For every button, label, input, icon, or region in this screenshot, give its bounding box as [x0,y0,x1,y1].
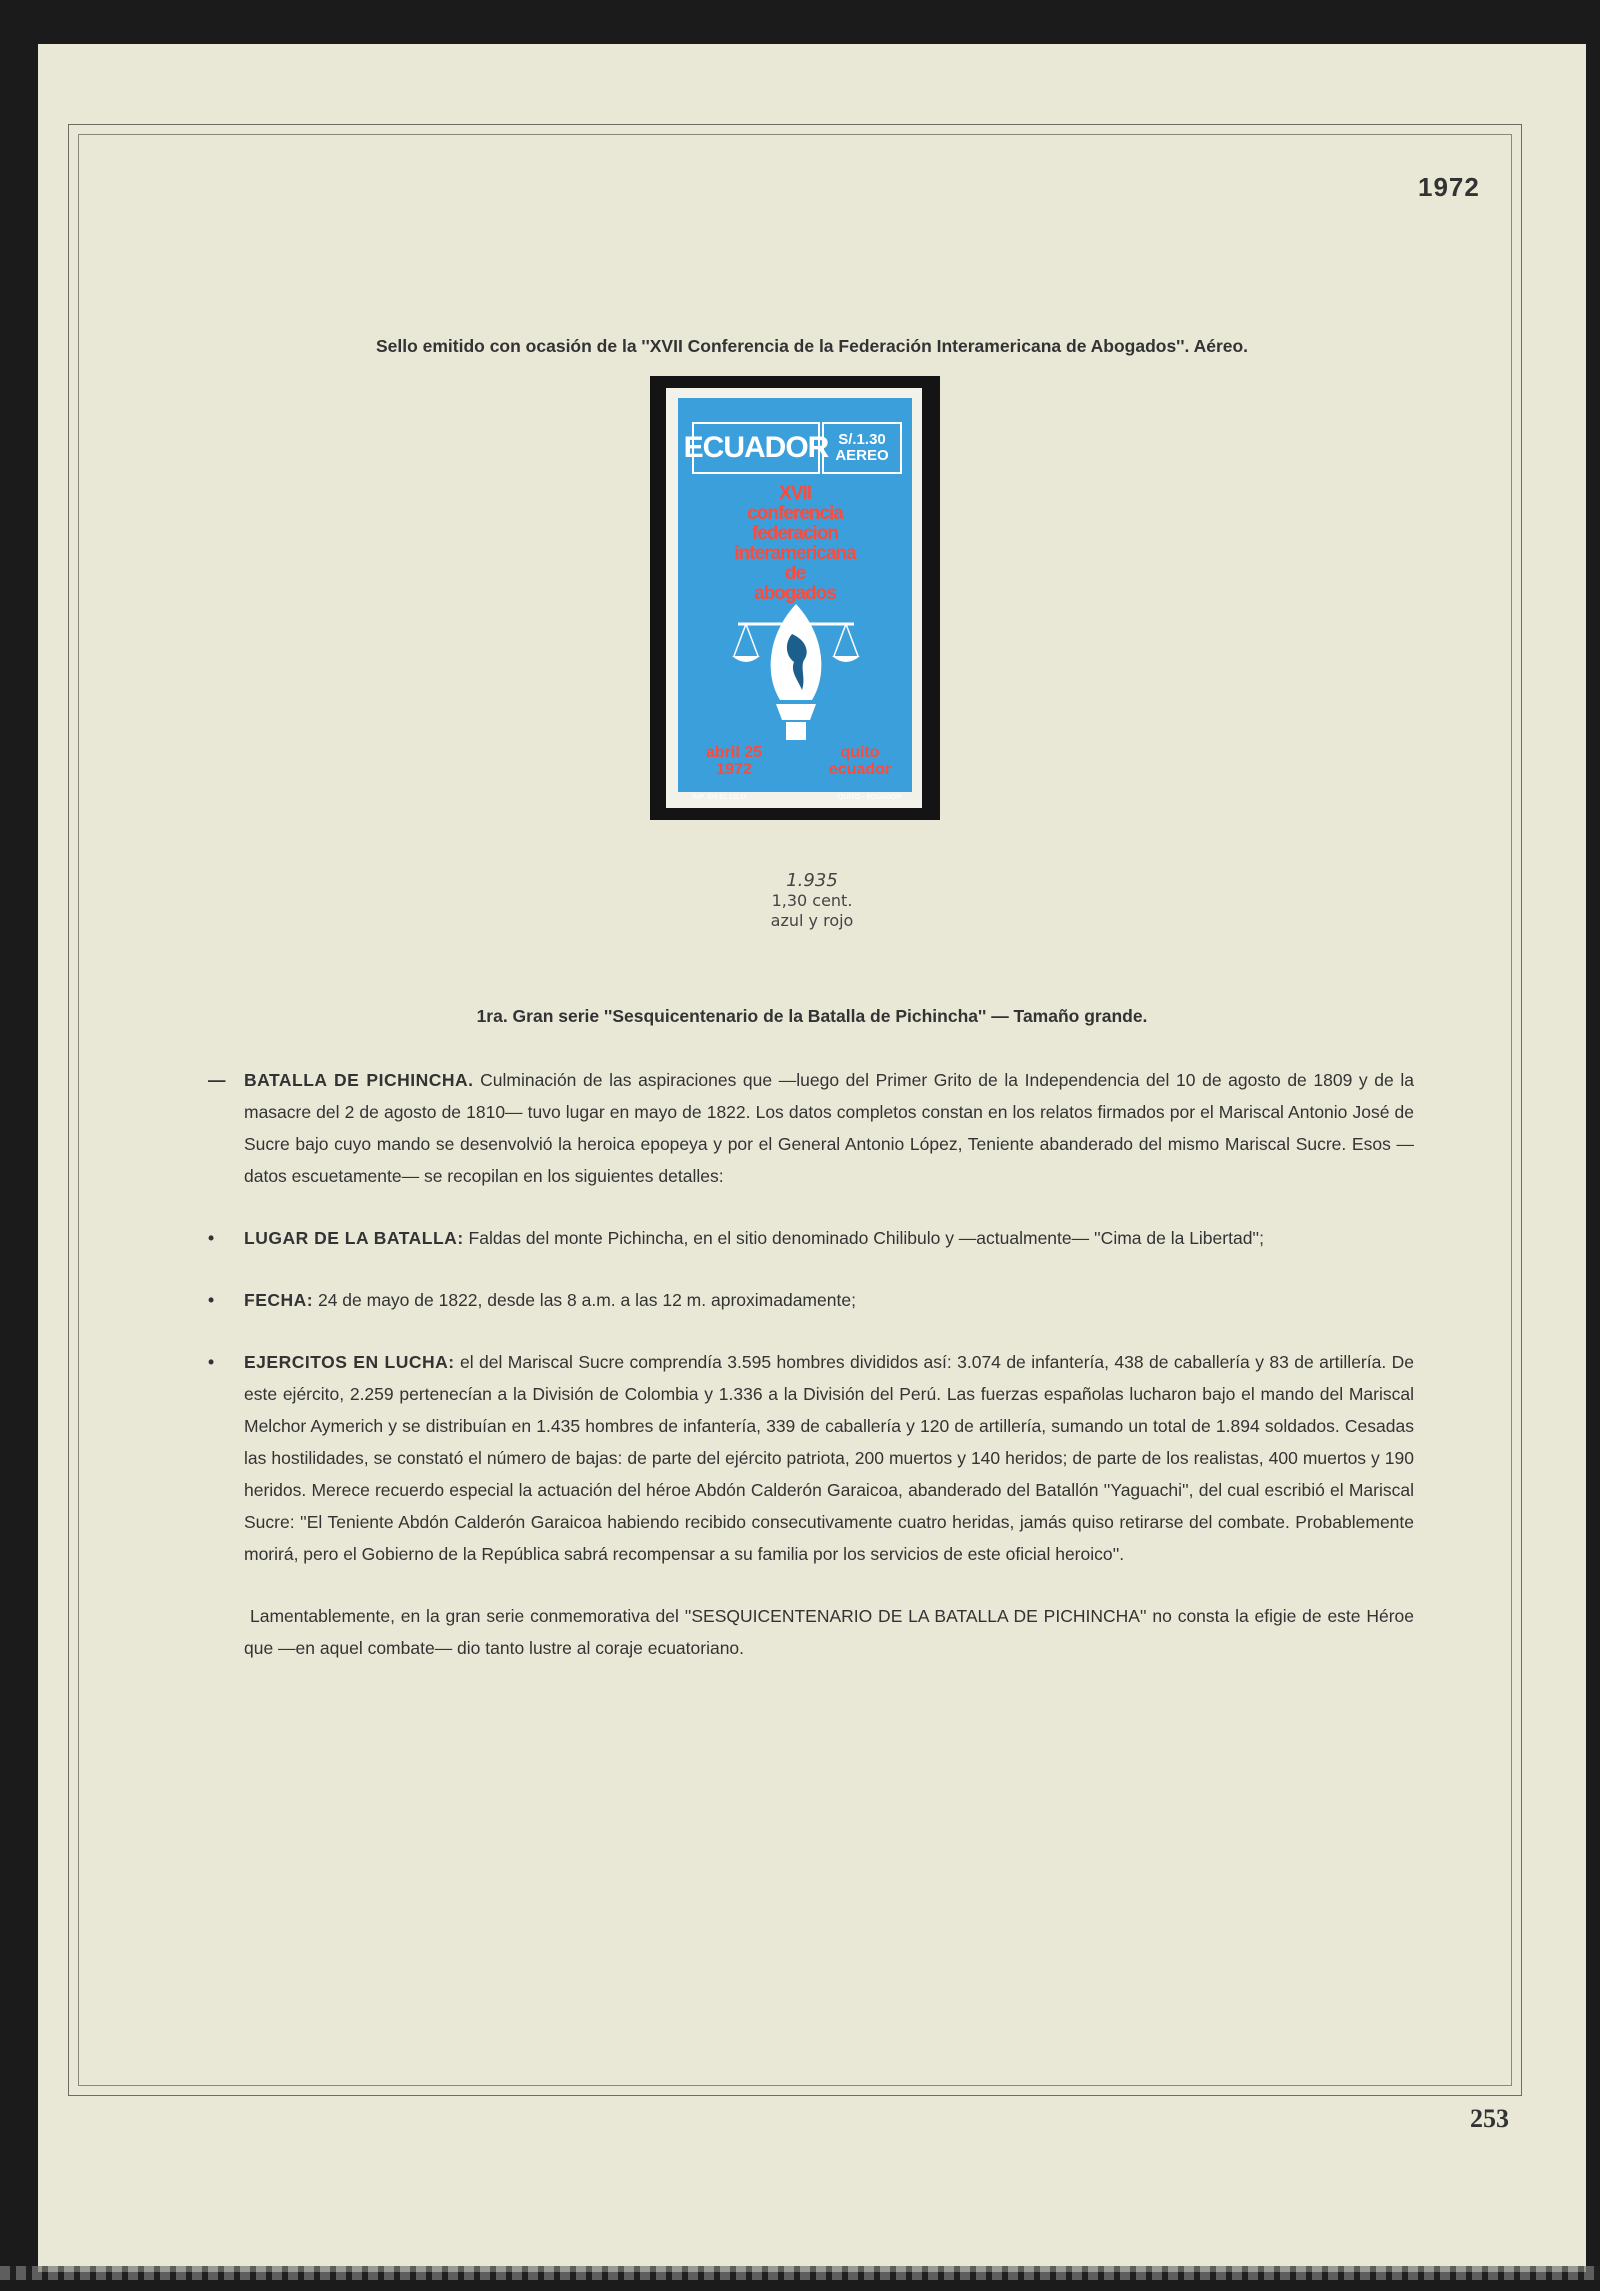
stamp-place [820,744,900,778]
item-text: Culminación de las aspiraciones que —luego del Primer Grito de la Independencia del 10 de agosto de 1809 y de la masacre del 2 de agosto de 1810— tuvo lugar en mayo de 1822. Los datos completos constan en los relatos firmados por el Mariscal Antonio José de Sucre bajo cuyo mando se desenvolvió la heroica epopeya y por el General Antonio López, Teniente abanderado del mismo Mariscal Sucre. Esos —datos escuetamente— se recopilan en los siguientes detalles: [244,1070,1414,1186]
item-label: EJERCITOS EN LUCHA: [244,1352,455,1372]
year-heading: 1972 [1418,172,1480,202]
stamp-issue-caption: Sello emitido con ocasión de la ''XVII Conferencia de la Federación Interamericana de Abogados''. Aéreo. [375,336,1249,356]
closing-note: Lamentablemente, en la gran serie conmemorativa del ''SESQUICENTENARIO DE LA BATALLA DE PICHINCHA'' no consta la efigie de este Héroe que —en aquel combate— dio tanto lustre al coraje ecuatoriano. [244,1606,1414,1658]
list-item [208,1222,1414,1254]
item-text: el del Mariscal Sucre comprendía 3.595 hombres divididos así: 3.074 de infantería, 438 de caballería y 83 de artillería. De este ejército, 2.259 pertenecían a la División de Colombia y 1.336 a la División del Perú. Las fuerzas españolas lucharon bajo el mando del Mariscal Melchor Aymerich y se distribuían en 1.435 hombres de infantería, 339 de caballería y 120 de artillería, sumando un total de 1.894 soldados. Cesadas las hostilidades, se constató el número de bajas: de parte del ejército patriota, 200 muertos y 140 heridos; de parte de los realistas, 400 muertos y 190 heridos. Merece recuerdo especial la actuación del héroe Abdón Calderón Garaicoa, abanderado del Batallón ''Yaguachi'', del cual escribió el Mariscal Sucre: ''El Teniente Abdón Calderón Garaicoa habiendo recibido consecutivamente cuatro heridas, jamás quiso retirarse del combate. Probablemente morirá, pero el Gobierno de la República sabrá recompensar a su familia por los servicios de este oficial heroico''. [244,1352,1414,1564]
stamp-country: ECUADOR [692,422,820,474]
list-item [208,1346,1414,1570]
stamp-imprint-left: IMP. EN EL I.G.M. [692,794,749,801]
stamp-catalog-caption [38,870,1586,931]
stamp-title-line: abogados [754,583,836,604]
stamp-title-line: interamericana [734,543,856,564]
page-number: 253 [1470,2104,1509,2133]
bullet-icon: • [208,1352,215,1372]
stamp-title-line: conferencia [747,503,843,524]
stamp-place-line: ecuador [828,761,892,778]
list-item [208,1064,1414,1192]
stamp-imprint-right: QUITO - ECUADOR [838,794,902,801]
stamp-title-line: XVII [779,483,811,504]
justice-scale-torch-americas-icon [728,604,864,744]
stamp-place-line: quito [840,744,880,761]
list-item [208,1284,1414,1316]
catalog-number: 1.935 [786,870,838,891]
item-label: FECHA: [244,1290,314,1310]
stamp-title-line: de [784,563,806,584]
item-text: Faldas del monte Pichincha, en el sitio denominado Chilibulo y —actualmente— ''Cima de la Libertad''; [463,1228,1264,1248]
album-page [38,44,1586,2272]
bullet-icon: • [208,1228,215,1248]
item-label: BATALLA DE PICHINCHA. [244,1070,474,1090]
item-marker: — [208,1070,226,1090]
stamp-date-line: abril 25 [705,744,763,761]
stamp-title [688,484,902,604]
stamp-date-line: 1972 [716,761,752,778]
series-heading: 1ra. Gran serie ''Sesquicentenario de la Batalla de Pichincha'' — Tamaño grande. [476,1006,1148,1026]
stamp-value: S/.1.30 AEREO [822,422,902,474]
article-body [208,1064,1414,1664]
stamp-date [694,744,774,778]
bullet-icon: • [208,1290,215,1310]
stamp-colors: azul y rojo [770,911,854,930]
film-strip-edge [0,2266,1600,2280]
stamp-face-value: 1,30 cent. [771,891,853,910]
item-label: LUGAR DE LA BATALLA: [244,1228,464,1248]
item-text: 24 de mayo de 1822, desde las 8 a.m. a las 12 m. aproximadamente; [313,1290,856,1310]
stamp-title-line: federacion [751,523,839,544]
